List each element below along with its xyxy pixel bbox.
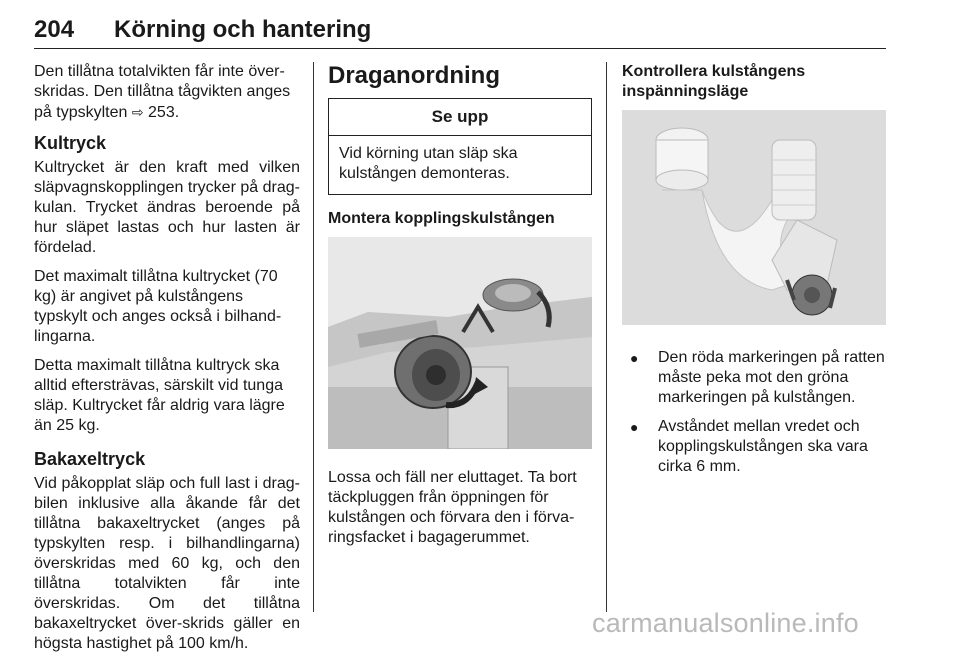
check-list: [622, 348, 886, 477]
intro-paragraph: Den tillåtna totalvikten får inte över-skridas. Den tillåtna tågvikten anges på typskylten ⇨ 253.: [34, 63, 291, 121]
check-heading: Kontrollera kulstångens inspänningsläge: [622, 63, 806, 100]
warning-body: Vid körning utan släp ska kulstången demonteras.: [339, 145, 518, 182]
bakaxeltryck-paragraph: Vid påkopplat släp och full last i drag-bilen inklusive alla åkande får det tillåtna bakaxeltrycket (anges på typskylten resp. i bilhandlingarna) överskridas med 60 kg, och den tillåtna totalvikten får inte överskridas. Om det tillåtna bakaxeltrycket över-skrids gäller en högsta hastighet på 100 km/h.: [34, 475, 300, 652]
kultryck-paragraph-1: Kultrycket är den kraft med vilken släpvagnskopplingen trycker på drag-kulan. Trycket ändras beroende på hur släpet lastas och hur lasten är fördelad.: [34, 159, 300, 256]
tow-bar-illustration: [622, 110, 886, 330]
page-header: [34, 12, 886, 49]
bullet-icon: ●: [630, 419, 639, 435]
column-left: [34, 62, 300, 663]
mount-heading: Montera kopplingskulstången: [328, 210, 555, 227]
chapter-title: Körning och hantering: [114, 16, 372, 43]
column-divider: [313, 62, 314, 612]
mount-caption: Lossa och fäll ner eluttaget. Ta bort täckpluggen från öppningen för kulstången och förvara den i förva-ringsfacket i bagagerummet.: [328, 469, 577, 546]
page-reference[interactable]: 253.: [148, 104, 180, 121]
warning-box: [328, 98, 592, 195]
kultryck-paragraph-3: Detta maximalt tillåtna kultryck ska alltid eftersträvas, särskilt vid tunga släp. Kultrycket får aldrig vara lägre än 25 kg.: [34, 357, 285, 434]
bakaxeltryck-heading: Bakaxeltryck: [34, 449, 146, 469]
underbody-socket-illustration: [328, 237, 592, 454]
warning-title: Se upp: [329, 99, 591, 136]
watermark: carmanualsonline.info: [592, 608, 859, 638]
page-reference-arrow-icon: ⇨: [131, 104, 144, 120]
bullet-icon: ●: [630, 350, 639, 366]
list-item: ● Den röda markeringen på ratten måste peka mot den gröna markeringen på kulstången.: [630, 349, 885, 406]
page-number: 204: [34, 16, 75, 43]
column-right: [622, 62, 886, 486]
column-divider: [606, 62, 607, 612]
section-title: Draganordning: [328, 62, 500, 89]
column-middle: [328, 62, 592, 557]
list-item: ● Avståndet mellan vredet och kopplingskulstången ska vara cirka 6 mm.: [630, 418, 868, 475]
kultryck-heading: Kultryck: [34, 133, 107, 153]
kultryck-paragraph-2: Det maximalt tillåtna kultrycket (70 kg) är angivet på kulstångens typskylt och anges också i bilhand-lingarna.: [34, 268, 282, 345]
